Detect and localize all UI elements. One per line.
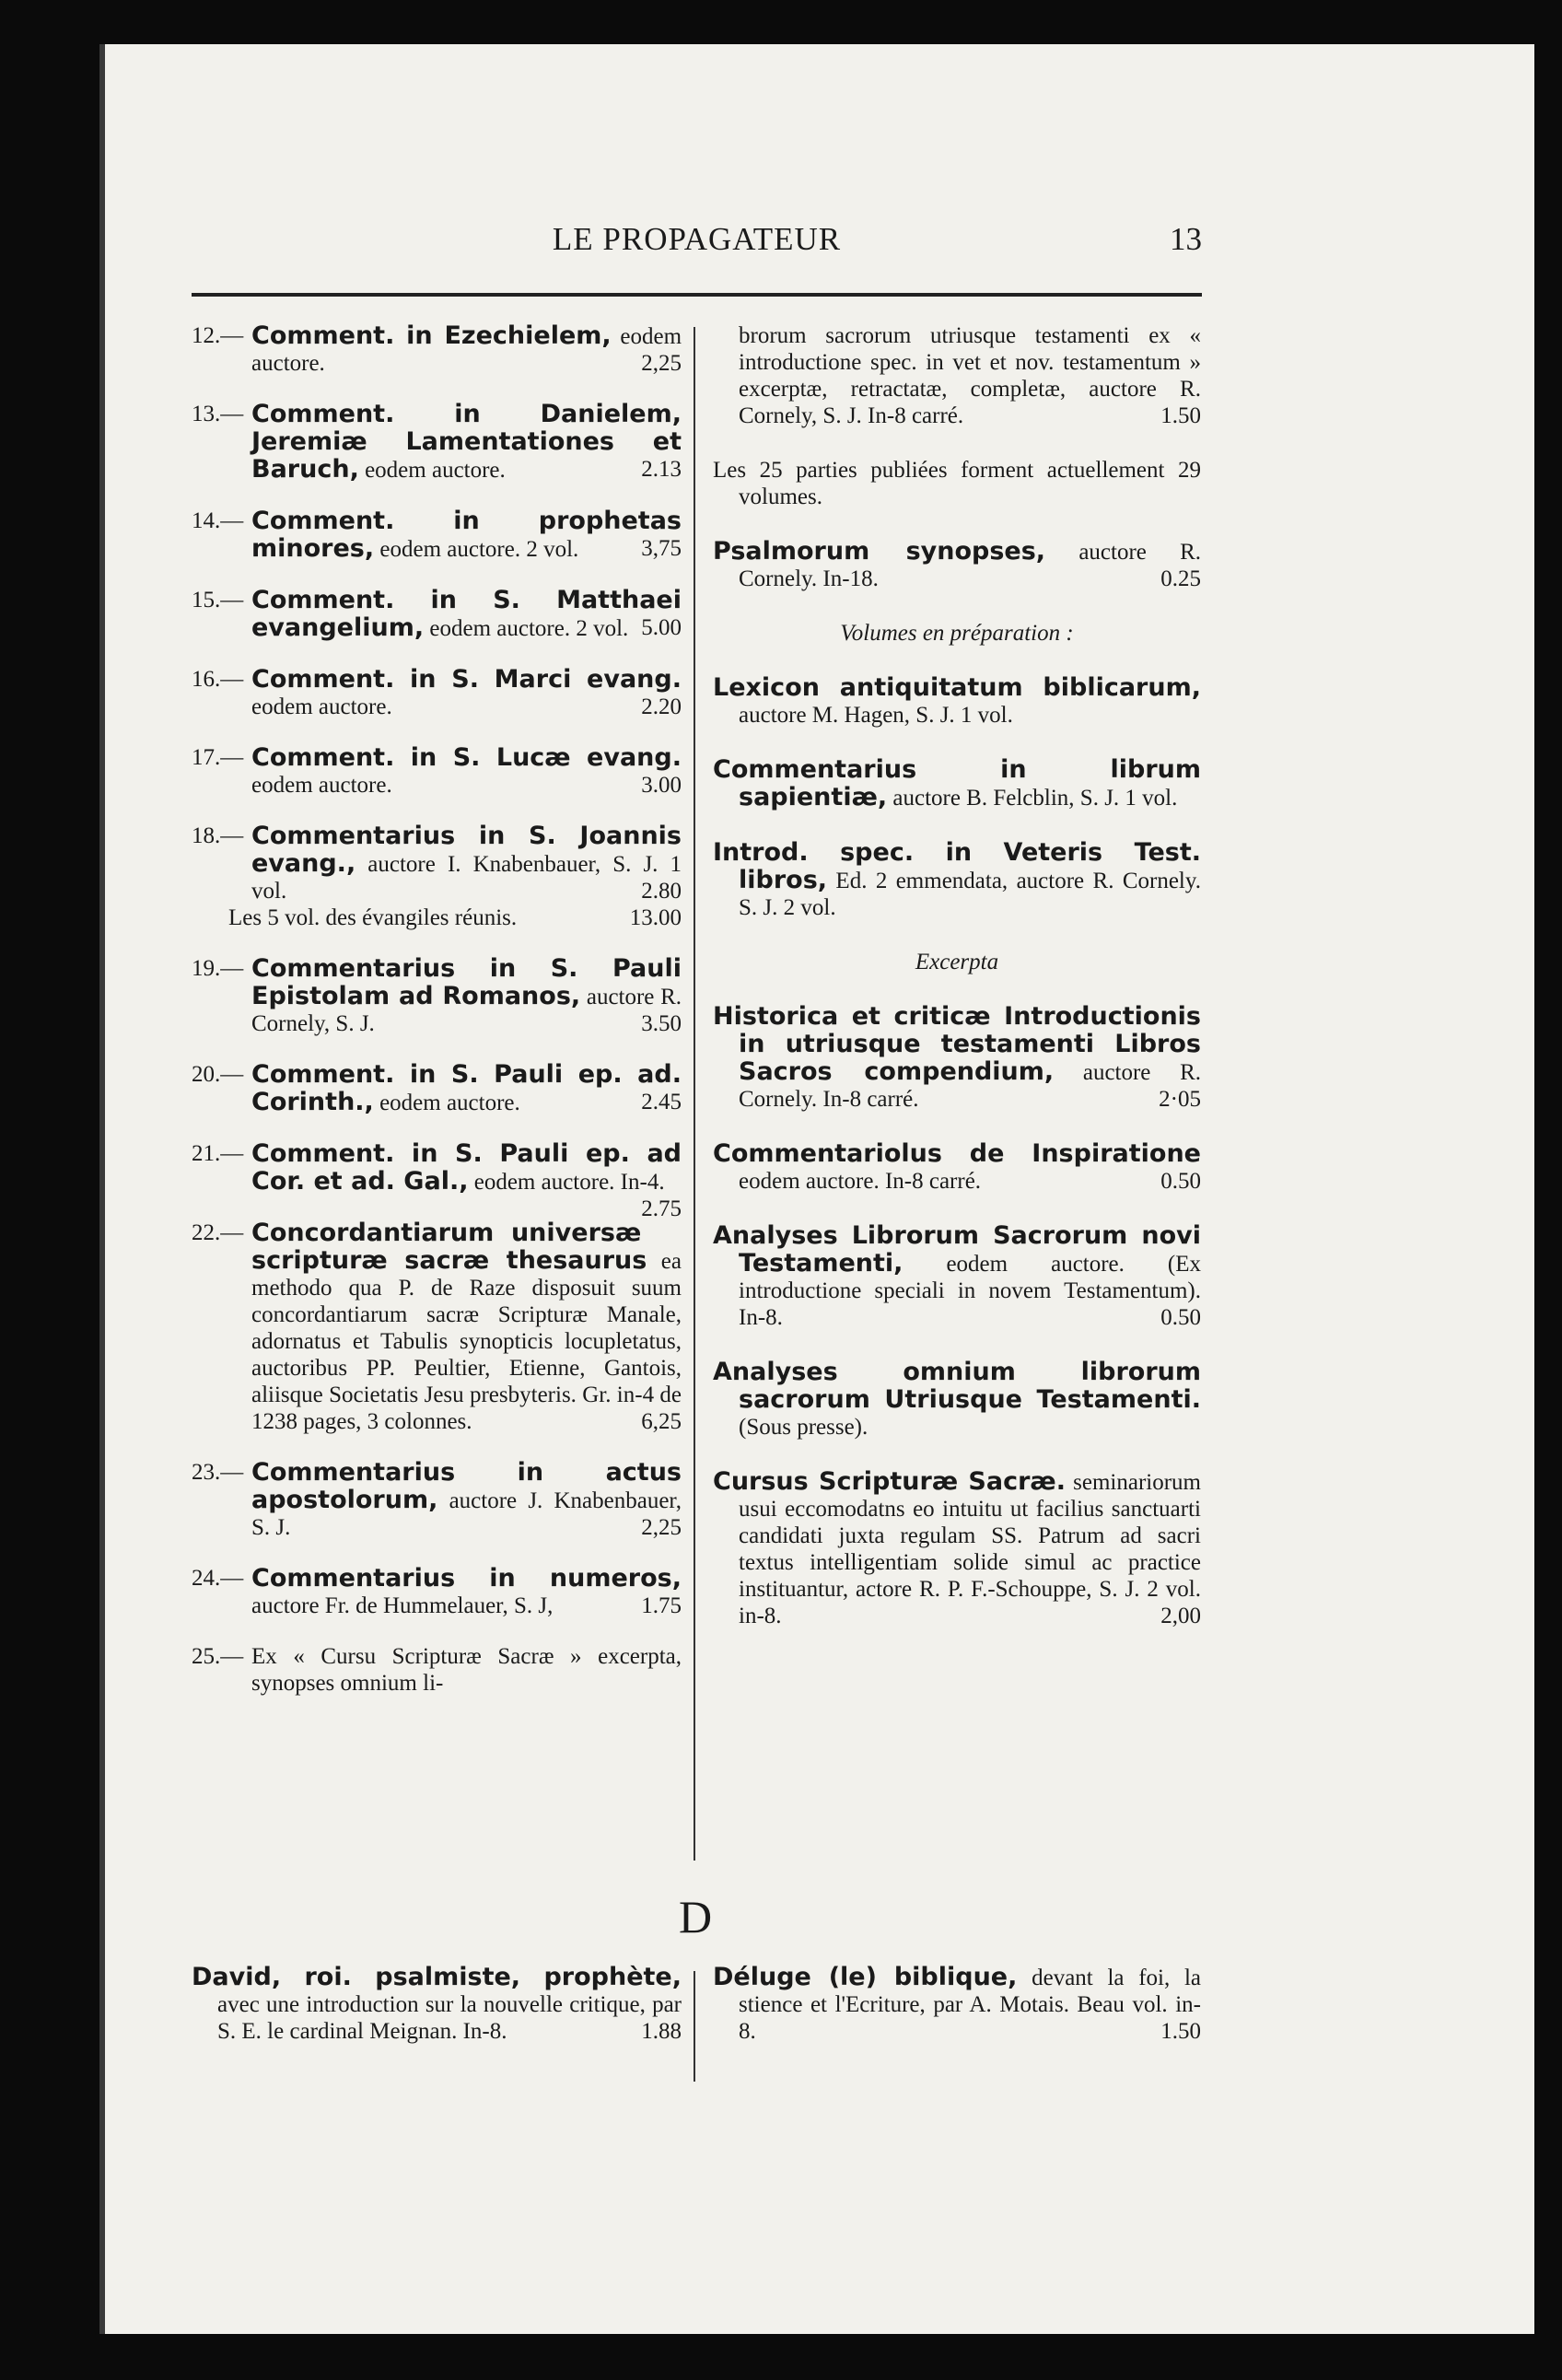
preparation-heading: Volumes en préparation :	[840, 621, 1074, 646]
entry-details: auctore J. Knabenbauer, S. J.	[251, 1488, 682, 1540]
column-divider	[694, 327, 695, 1861]
catalog-entry	[192, 955, 682, 1037]
continuation-price: 1.50	[1160, 403, 1201, 428]
entry-title: Commentarius in numeros,	[251, 1564, 682, 1592]
entry-price: 1.88	[641, 2019, 682, 2044]
entry-details: auctore M. Hagen, S. J. 1 vol.	[739, 703, 1013, 728]
entry-title: Commentariolus de Inspiratione	[713, 1139, 1201, 1168]
excerpta-heading: Excerpta	[915, 950, 999, 974]
entry-details: eodem auctore.	[379, 1091, 520, 1115]
catalog-entry	[192, 1643, 682, 1697]
entry-price: 3.50	[641, 1011, 682, 1036]
entry-number: 18.—	[192, 823, 244, 848]
catalog-entry	[192, 822, 682, 931]
entry-price: 0.25	[1160, 566, 1201, 591]
summary-line	[192, 904, 682, 931]
entry-title: Comment. in S. Lucæ evang.	[251, 743, 682, 772]
entry-details: eodem auctore.	[365, 458, 506, 483]
catalog-entry	[192, 322, 682, 377]
entry-price: 2·05	[1159, 1087, 1201, 1112]
entry-title: Commentarius in librum sapientiæ,	[713, 755, 1201, 811]
left-column	[192, 322, 682, 1721]
catalog-entry	[192, 1219, 682, 1435]
entry-title: Commentarius in S. Pauli Epistolam ad Romanos,	[251, 954, 682, 1010]
right-column	[713, 322, 1201, 1657]
entry-details: seminariorum usui eccomodatns eo intuitu ut facilius sanctuarti candidati juxta regulam SS. Patrum ad sacri textus intelligentiam solide simul ac practice instituantur, actore R. P. F.-Schouppe, S. J. 2 vol. in-8.	[739, 1470, 1201, 1628]
continuation-entry	[713, 322, 1201, 429]
entry-title: Cursus Scripturæ Sacræ.	[713, 1467, 1066, 1496]
entry-details: Ed. 2 emmendata, auctore R. Cornely. S. J. 2 vol.	[739, 869, 1201, 920]
entry-number: 12.—	[192, 323, 244, 348]
entry-number: 13.—	[192, 402, 244, 426]
entry-details: eodem auctore.	[251, 694, 392, 719]
entry-price: 1.75	[641, 1593, 682, 1618]
entry-title: Introd. spec. in Veteris Test. libros,	[713, 838, 1201, 894]
entry-details: eodem auctore. In-8 carré.	[739, 1169, 982, 1194]
section-letter: D	[678, 1891, 713, 1942]
entry-price: 2,25	[641, 1515, 682, 1540]
entry-title: Analyses omnium librorum sacrorum Utriusque Testamenti.	[713, 1358, 1201, 1414]
entry-title: Comment. in S. Pauli ep. ad Cor. et ad. Gal.,	[251, 1139, 682, 1196]
entry-details: eodem auctore. (Ex introductione speciali in novem Testamentum). In-8.	[739, 1252, 1202, 1330]
entry-details: eodem auctore. 2 vol.	[429, 616, 629, 641]
header-rule	[192, 293, 1202, 297]
bottom-right-column	[713, 1964, 1201, 2072]
entry-number: 22.—	[192, 1220, 244, 1245]
entry-title: Déluge (le) biblique,	[713, 1963, 1018, 1991]
entry-title: Commentarius in actus apostolorum,	[251, 1458, 682, 1514]
catalog-entry	[713, 1964, 1201, 2045]
summary-price: 13.00	[629, 905, 682, 930]
summary-text: Les 5 vol. des évangiles réunis.	[228, 905, 518, 930]
entry-details: eodem auctore.	[251, 324, 682, 376]
entry-price: 1.50	[1160, 2019, 1201, 2044]
entry-price: 5.00	[641, 615, 682, 640]
catalog-entry	[713, 1359, 1201, 1441]
entry-price: 2,00	[1160, 1604, 1201, 1628]
catalog-entry	[192, 508, 682, 563]
entry-title: Historica et criticæ Introductionis in utriusque testamenti Libros Sacros compendium,	[713, 1002, 1201, 1086]
entry-title: Lexicon antiquitatum biblicarum,	[713, 673, 1201, 702]
catalog-entry	[713, 756, 1201, 811]
catalog-entry	[192, 1459, 682, 1541]
entry-price: 0.50	[1160, 1169, 1201, 1194]
continuation-text: brorum sacrorum utriusque testamenti ex « introductione spec. in vet et nov. testamentum » excerptæ, retractatæ, completæ, auctore R. Cornely, S. J. In-8 carré.	[739, 323, 1201, 428]
entry-price: 6,25	[641, 1409, 682, 1434]
entry-title: Commentarius in S. Joannis evang.,	[251, 822, 682, 878]
entry-number: 20.—	[192, 1062, 244, 1087]
entry-number: 14.—	[192, 508, 244, 533]
entry-details: (Sous presse).	[739, 1415, 868, 1440]
entry-price: 2.75	[641, 1196, 682, 1221]
page-header	[192, 221, 1202, 276]
entry-number: 23.—	[192, 1460, 244, 1485]
catalog-entry	[713, 538, 1201, 592]
entry-title: Analyses Librorum Sacrorum novi Testamenti,	[713, 1221, 1201, 1278]
entry-title: David, roi. psalmiste, prophète,	[192, 1963, 682, 1991]
entry-details: auctore I. Knabenbauer, S. J. 1 vol.	[251, 852, 682, 904]
entry-price: 2.20	[641, 694, 682, 719]
entry-number: 16.—	[192, 667, 244, 692]
entry-title: Comment. in Ezechielem,	[251, 321, 612, 350]
entry-details: devant la foi, la stience et l'Ecriture, par A. Motais. Beau vol. in-8.	[739, 1966, 1201, 2044]
running-title: LE PROPAGATEUR	[552, 221, 842, 257]
entry-details: eodem auctore. In-4.	[473, 1170, 665, 1195]
catalog-entry	[192, 1964, 682, 2045]
catalog-entry	[713, 1468, 1201, 1629]
entry-details: auctore B. Felcblin, S. J. 1 vol.	[892, 786, 1178, 811]
entry-number: 17.—	[192, 745, 244, 770]
entry-number: 25.—	[192, 1644, 244, 1669]
entry-price: 2.45	[641, 1090, 682, 1114]
entry-title: Comment. in S. Marci evang.	[251, 665, 682, 694]
entry-title: Comment. in S. Pauli ep. ad. Corinth.,	[251, 1060, 682, 1116]
entry-price: 2,25	[641, 351, 682, 376]
entry-details: ea methodo qua P. de Raze disposuit suum concordantiarum sacræ Scripturæ Manale, adornatus et Tabulis synopticis locupletatus, auctoribus PP. Peultier, Etienne, Gantois, aliisque Societatis Jesu presbyteris. Gr. in-4 de 1238 pages, 3 colonnes.	[251, 1249, 682, 1434]
entry-details: avec une introduction sur la nouvelle critique, par S. E. le cardinal Meignan. In-8.	[217, 1992, 682, 2044]
entry-price: 3.00	[641, 773, 682, 798]
catalog-entry	[192, 1061, 682, 1116]
entry-price: 3,75	[641, 536, 682, 561]
catalog-entry	[192, 1139, 682, 1221]
catalog-entry	[713, 1222, 1201, 1331]
entry-details: Ex « Cursu Scripturæ Sacræ » excerpta, synopses omnium li-	[251, 1644, 682, 1696]
entry-details: auctore R. Cornely. In-8 carré.	[739, 1060, 1201, 1112]
entry-number: 24.—	[192, 1566, 244, 1591]
entry-title: Comment. in prophetas minores,	[251, 507, 682, 563]
entry-details: auctore R. Cornely. In-18.	[739, 540, 1202, 591]
entry-details: eodem auctore.	[251, 773, 392, 798]
entry-details: auctore Fr. de Hummelauer, S. J,	[251, 1593, 554, 1618]
catalog-entry	[713, 839, 1201, 921]
entry-number: 15.—	[192, 588, 244, 612]
page-number: 13	[1170, 221, 1202, 257]
entry-number: 19.—	[192, 956, 244, 981]
entry-title: Comment. in Danielem, Jeremiæ Lamentationes et Baruch,	[251, 400, 682, 484]
catalog-entry	[713, 1140, 1201, 1195]
entry-price: 2.13	[641, 457, 682, 482]
entry-title: Comment. in S. Matthaei evangelium,	[251, 586, 682, 642]
catalog-entry	[192, 666, 682, 720]
entry-number: 21.—	[192, 1141, 244, 1166]
entry-details: eodem auctore. 2 vol.	[379, 537, 579, 562]
entry-price: 0.50	[1160, 1305, 1201, 1330]
volumes-note: Les 25 parties publiées forment actuellement 29 volumes.	[713, 458, 1201, 509]
catalog-entry	[192, 587, 682, 642]
catalog-entry	[192, 401, 682, 484]
entry-price: 2.80	[641, 879, 682, 904]
column-divider-bottom	[694, 1971, 695, 2082]
catalog-entry	[713, 674, 1201, 729]
catalog-entry	[713, 1003, 1201, 1113]
entry-details: auctore R. Cornely, S. J.	[251, 985, 682, 1036]
catalog-entry	[192, 744, 682, 799]
bottom-left-column	[192, 1964, 682, 2072]
catalog-entry	[192, 1565, 682, 1619]
entry-title: Concordantiarum universæ scripturæ sacræ thesaurus	[251, 1219, 647, 1275]
entry-title: Psalmorum synopses,	[713, 537, 1046, 566]
